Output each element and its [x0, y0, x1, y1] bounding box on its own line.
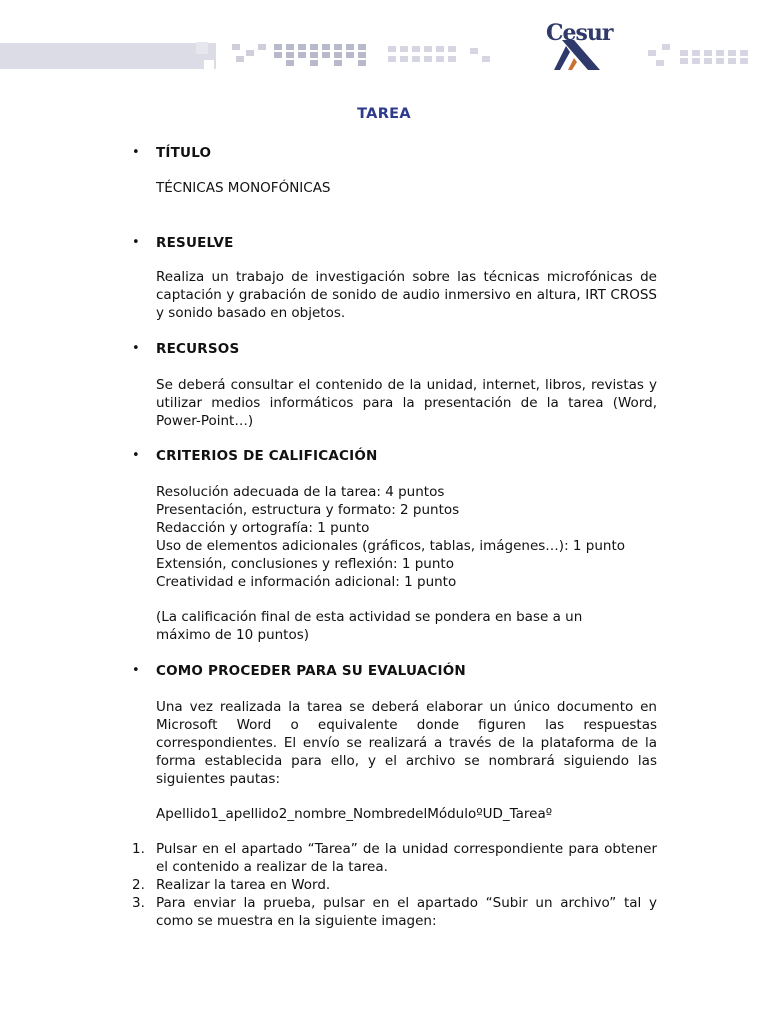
section-proceder-body: Una vez realizada la tarea se deberá elaborar un único documento en Microsoft Word o equivalente donde figuren las respuestas correspondientes. El envío se realizará a través de la plataforma de la forma establecida para ello, y el archivo se nombrará siguiendo las siguientes pautas: [156, 699, 657, 787]
criteria-line: Extensión, conclusiones y reflexión: 1 punto [156, 556, 454, 572]
bullet-icon: • [132, 341, 140, 356]
step-item [132, 894, 657, 930]
step-text: Pulsar en el apartado “Tarea” de la unidad correspondiente para obtener el contenido a realizar de la tarea. [156, 841, 657, 875]
section-titulo-body: TÉCNICAS MONOFÓNICAS [156, 180, 331, 196]
cesur-logo [540, 18, 613, 74]
filename-pattern: Apellido1_apellido2_nombre_NombredelMóduloºUD_Tareaº [156, 806, 553, 822]
bullet-icon: • [132, 145, 140, 160]
logo-text: Cesur [546, 20, 613, 46]
criteria-line: Resolución adecuada de la tarea: 4 puntos [156, 484, 445, 500]
bullet-icon: • [132, 235, 140, 250]
criteria-list [156, 483, 657, 591]
criteria-line: Creatividad e información adicional: 1 punto [156, 574, 457, 590]
section-heading: CRITERIOS DE CALIFICACIÓN [156, 448, 378, 464]
criteria-line: Uso de elementos adicionales (gráficos, tablas, imágenes…): 1 punto [156, 538, 626, 554]
criteria-note: (La calificación final de esta actividad se pondera en base a un máximo de 10 puntos) [156, 609, 583, 643]
bullet-icon: • [132, 448, 140, 463]
section-heading: COMO PROCEDER PARA SU EVALUACIÓN [156, 663, 466, 679]
section-recursos [132, 340, 657, 358]
step-number: 2. [132, 877, 145, 893]
step-item [132, 840, 657, 876]
step-text: Realizar la tarea en Word. [156, 877, 331, 893]
criteria-line: Redacción y ortografía: 1 punto [156, 520, 370, 536]
section-recursos-body: Se deberá consultar el contenido de la unidad, internet, libros, revistas y utilizar medios informáticos para la presentación de la tarea (Word, Power-Point…) [156, 377, 657, 429]
step-text: Para enviar la prueba, pulsar en el apartado “Subir un archivo” tal y como se muestra en la siguiente imagen: [156, 895, 657, 929]
section-titulo [132, 144, 657, 162]
page-title: TAREA [357, 106, 411, 122]
section-criterios [132, 447, 657, 465]
section-heading: RESUELVE [156, 235, 234, 251]
section-heading: TÍTULO [156, 145, 212, 161]
bullet-icon: • [132, 663, 140, 678]
section-proceder [132, 662, 657, 680]
section-resuelve-body: Realiza un trabajo de investigación sobre las técnicas microfónicas de captación y grabación de sonido de audio inmersivo en altura, IRT CROSS y sonido basado en objetos. [156, 269, 657, 321]
section-resuelve [132, 234, 657, 252]
step-number: 3. [132, 895, 145, 911]
step-item [132, 876, 657, 894]
step-number: 1. [132, 841, 145, 857]
header-decoration [0, 0, 768, 90]
criteria-line: Presentación, estructura y formato: 2 puntos [156, 502, 460, 518]
section-heading: RECURSOS [156, 341, 240, 357]
document-header [0, 0, 768, 90]
